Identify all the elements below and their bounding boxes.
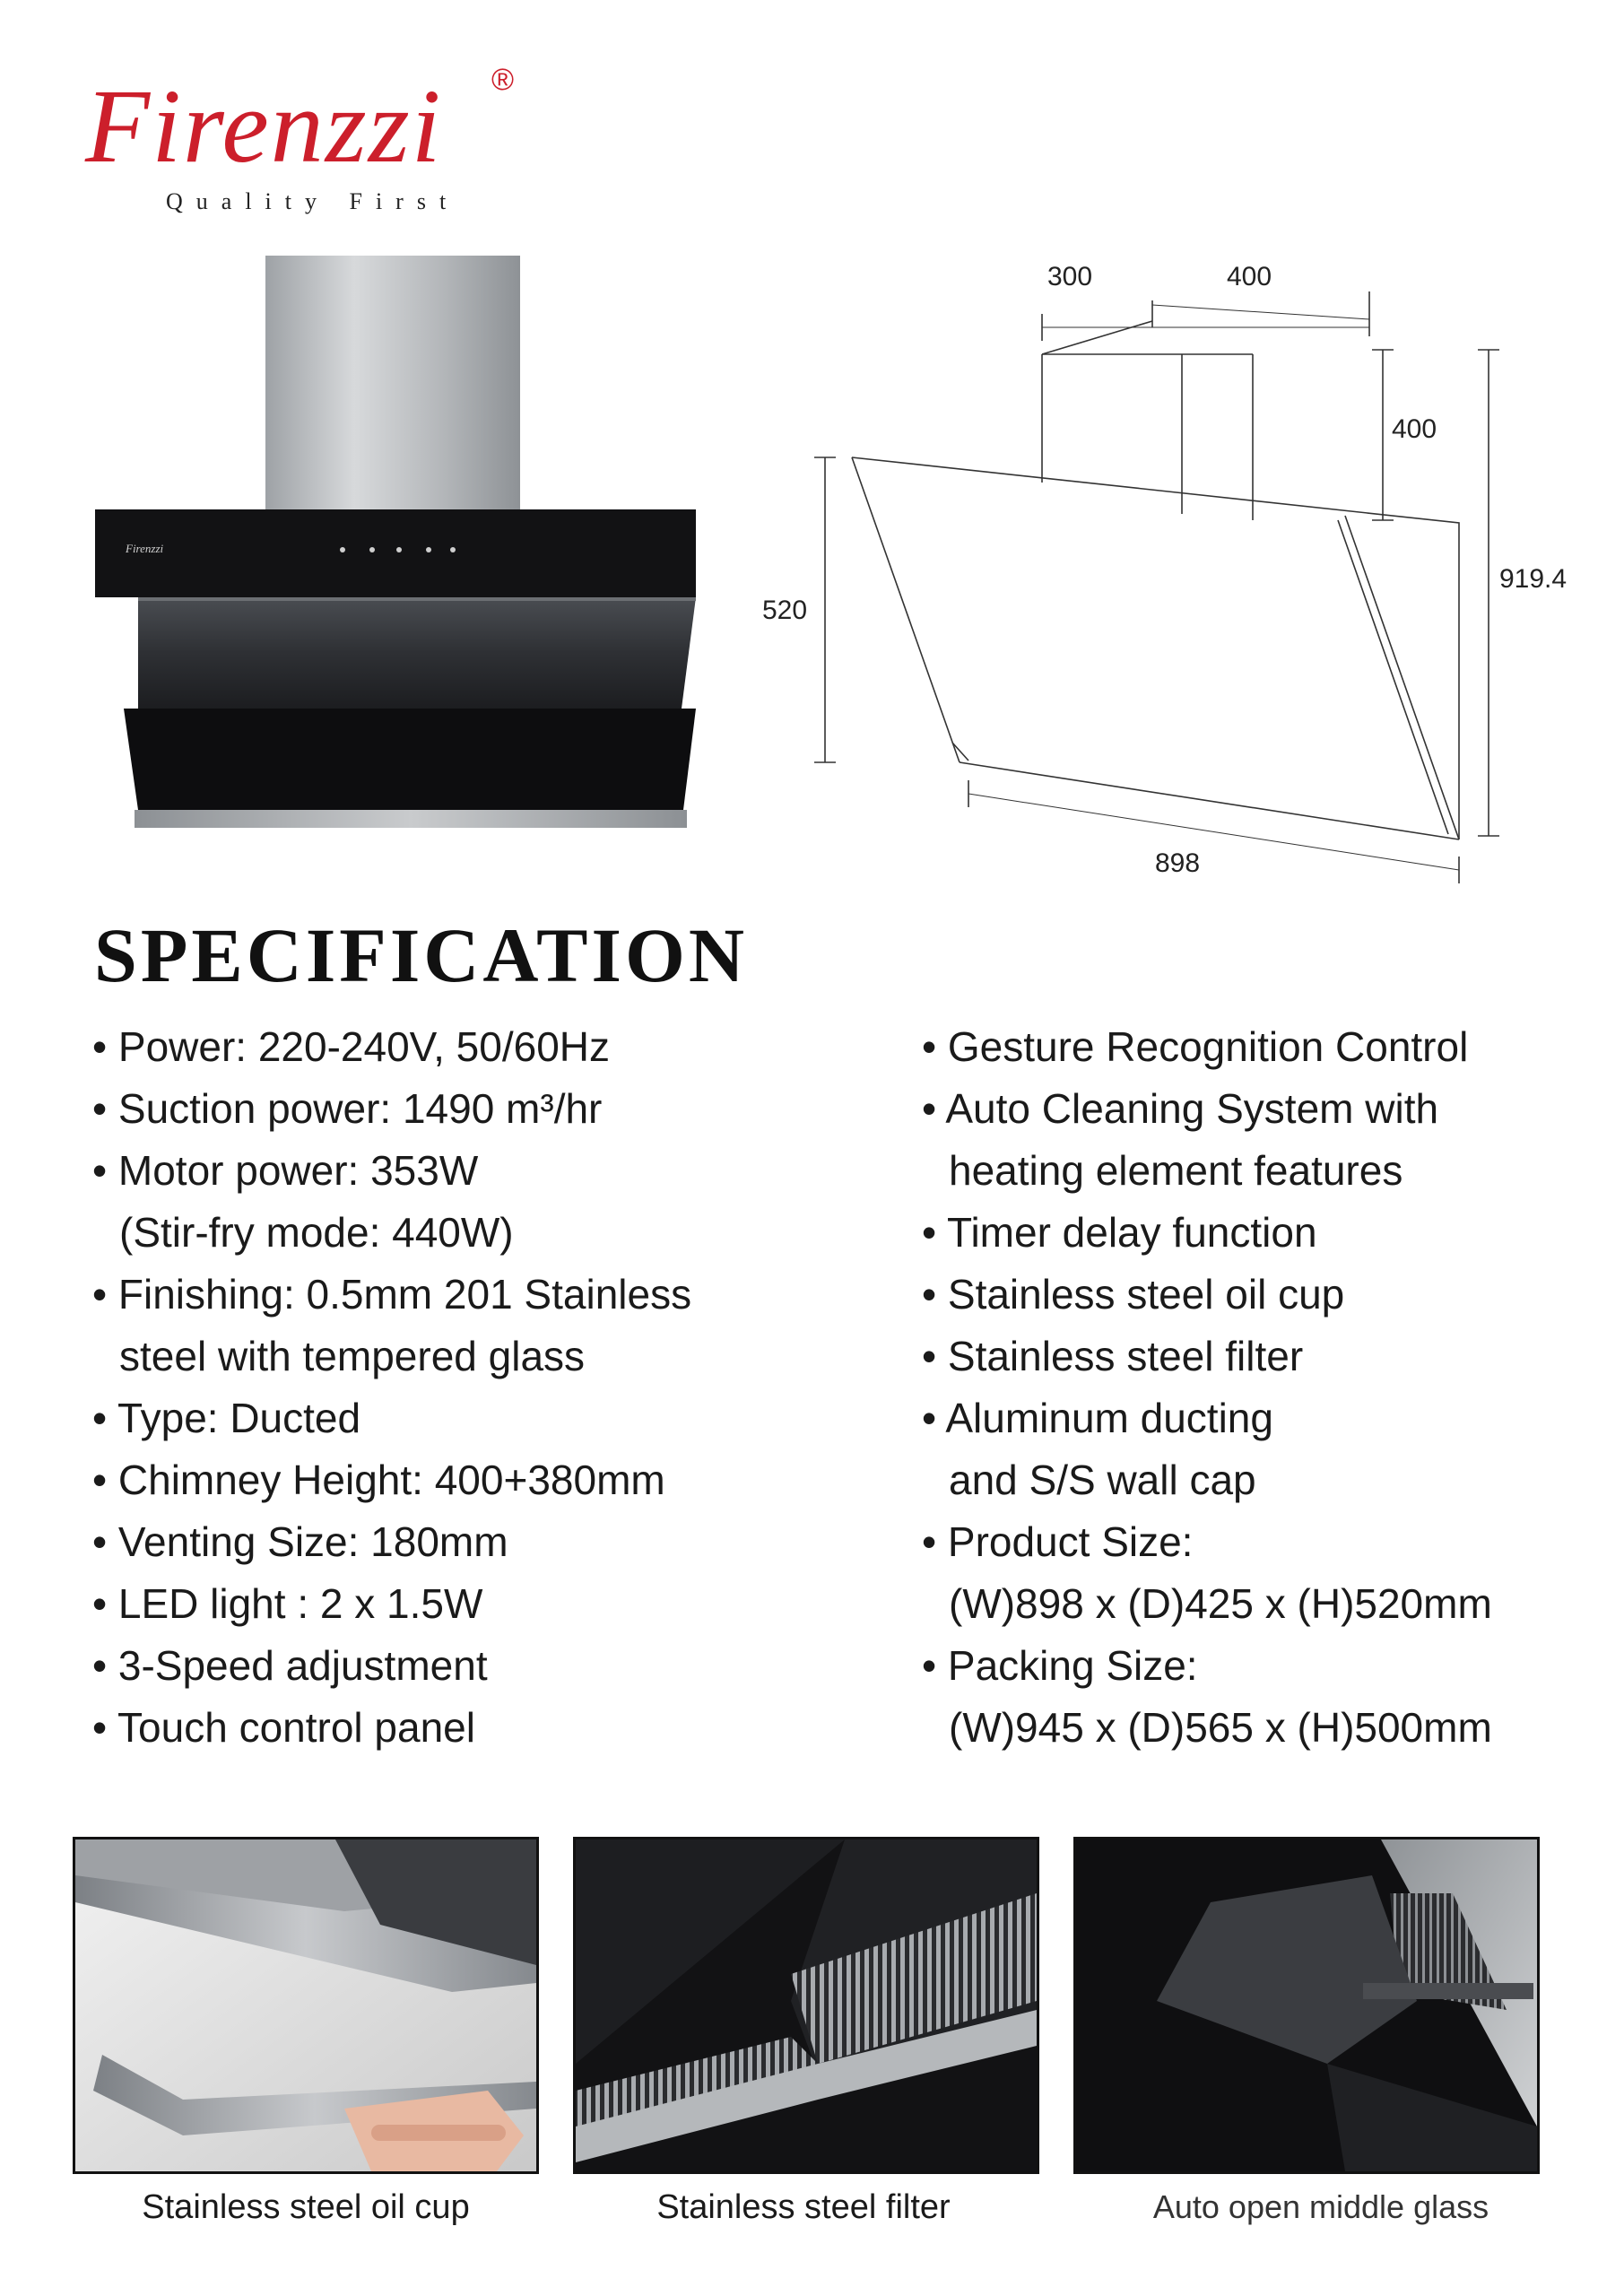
brand-tagline: Quality First bbox=[166, 188, 460, 214]
registered-mark: ® bbox=[491, 63, 515, 97]
spec-item-continuation: (W)898 x (D)425 x (H)520mm bbox=[949, 1580, 1492, 1627]
spec-item: • Venting Size: 180mm bbox=[92, 1518, 508, 1565]
spec-item: • Product Size: bbox=[922, 1518, 1194, 1565]
spec-item-continuation: and S/S wall cap bbox=[949, 1457, 1256, 1503]
spec-item: • Chimney Height: 400+380mm bbox=[92, 1457, 665, 1503]
front-glass bbox=[138, 597, 696, 709]
panel-logo: Firenzzi bbox=[126, 542, 164, 555]
photo-filter bbox=[573, 1837, 1039, 2174]
chimney bbox=[265, 256, 520, 511]
spec-item: • Touch control panel bbox=[92, 1704, 475, 1751]
dimension-drawing bbox=[744, 251, 1578, 897]
spec-item: • Packing Size: bbox=[922, 1642, 1198, 1689]
dim-total-height: 919.4 bbox=[1499, 564, 1568, 594]
dim-chimney-height: 400 bbox=[1392, 414, 1437, 444]
dim-body-height: 520 bbox=[762, 596, 808, 625]
spec-list-left bbox=[92, 1016, 691, 1759]
spec-item: • Gesture Recognition Control bbox=[922, 1023, 1469, 1070]
photo-middle-glass bbox=[1073, 1837, 1540, 2174]
caption-oil-cup: Stainless steel oil cup bbox=[142, 2188, 470, 2226]
spec-item: • Suction power: 1490 m³/hr bbox=[92, 1085, 603, 1132]
spec-item: • Stainless steel filter bbox=[922, 1333, 1304, 1379]
spec-item: • Finishing: 0.5mm 201 Stainless bbox=[92, 1271, 692, 1318]
base-strip bbox=[135, 810, 687, 828]
spec-item: • 3-Speed adjustment bbox=[92, 1642, 488, 1689]
spec-item: • Auto Cleaning System with bbox=[922, 1085, 1439, 1132]
dim-body-width: 898 bbox=[1155, 848, 1201, 878]
dim-chimney-width: 400 bbox=[1227, 262, 1272, 291]
spec-item-continuation: heating element features bbox=[949, 1147, 1403, 1194]
spec-item: • Aluminum ducting bbox=[922, 1395, 1273, 1441]
brand-logo: Firenzzi bbox=[85, 67, 443, 185]
spec-item: • LED light : 2 x 1.5W bbox=[92, 1580, 483, 1627]
product-image bbox=[90, 256, 708, 830]
spec-item-continuation: (Stir-fry mode: 440W) bbox=[119, 1209, 514, 1256]
lower-body bbox=[124, 709, 696, 810]
caption-filter: Stainless steel filter bbox=[656, 2188, 951, 2226]
spec-item: • Motor power: 353W bbox=[92, 1147, 479, 1194]
dim-chimney-depth: 300 bbox=[1047, 262, 1093, 291]
spec-item: • Timer delay function bbox=[922, 1209, 1317, 1256]
spec-title: SPECIFICATION bbox=[94, 912, 748, 998]
spec-item-continuation: (W)945 x (D)565 x (H)500mm bbox=[949, 1704, 1492, 1751]
control-panel bbox=[95, 509, 696, 597]
photo-oil-cup bbox=[73, 1837, 539, 2174]
cooker-hood-illustration bbox=[90, 256, 708, 830]
spec-item: • Stainless steel oil cup bbox=[922, 1271, 1345, 1318]
spec-item: • Power: 220-240V, 50/60Hz bbox=[92, 1023, 610, 1070]
spec-item-continuation: steel with tempered glass bbox=[119, 1333, 586, 1379]
spec-item: • Type: Ducted bbox=[92, 1395, 361, 1441]
caption-middle-glass: Auto open middle glass bbox=[1152, 2188, 1489, 2225]
spec-list-right bbox=[922, 1016, 1492, 1759]
